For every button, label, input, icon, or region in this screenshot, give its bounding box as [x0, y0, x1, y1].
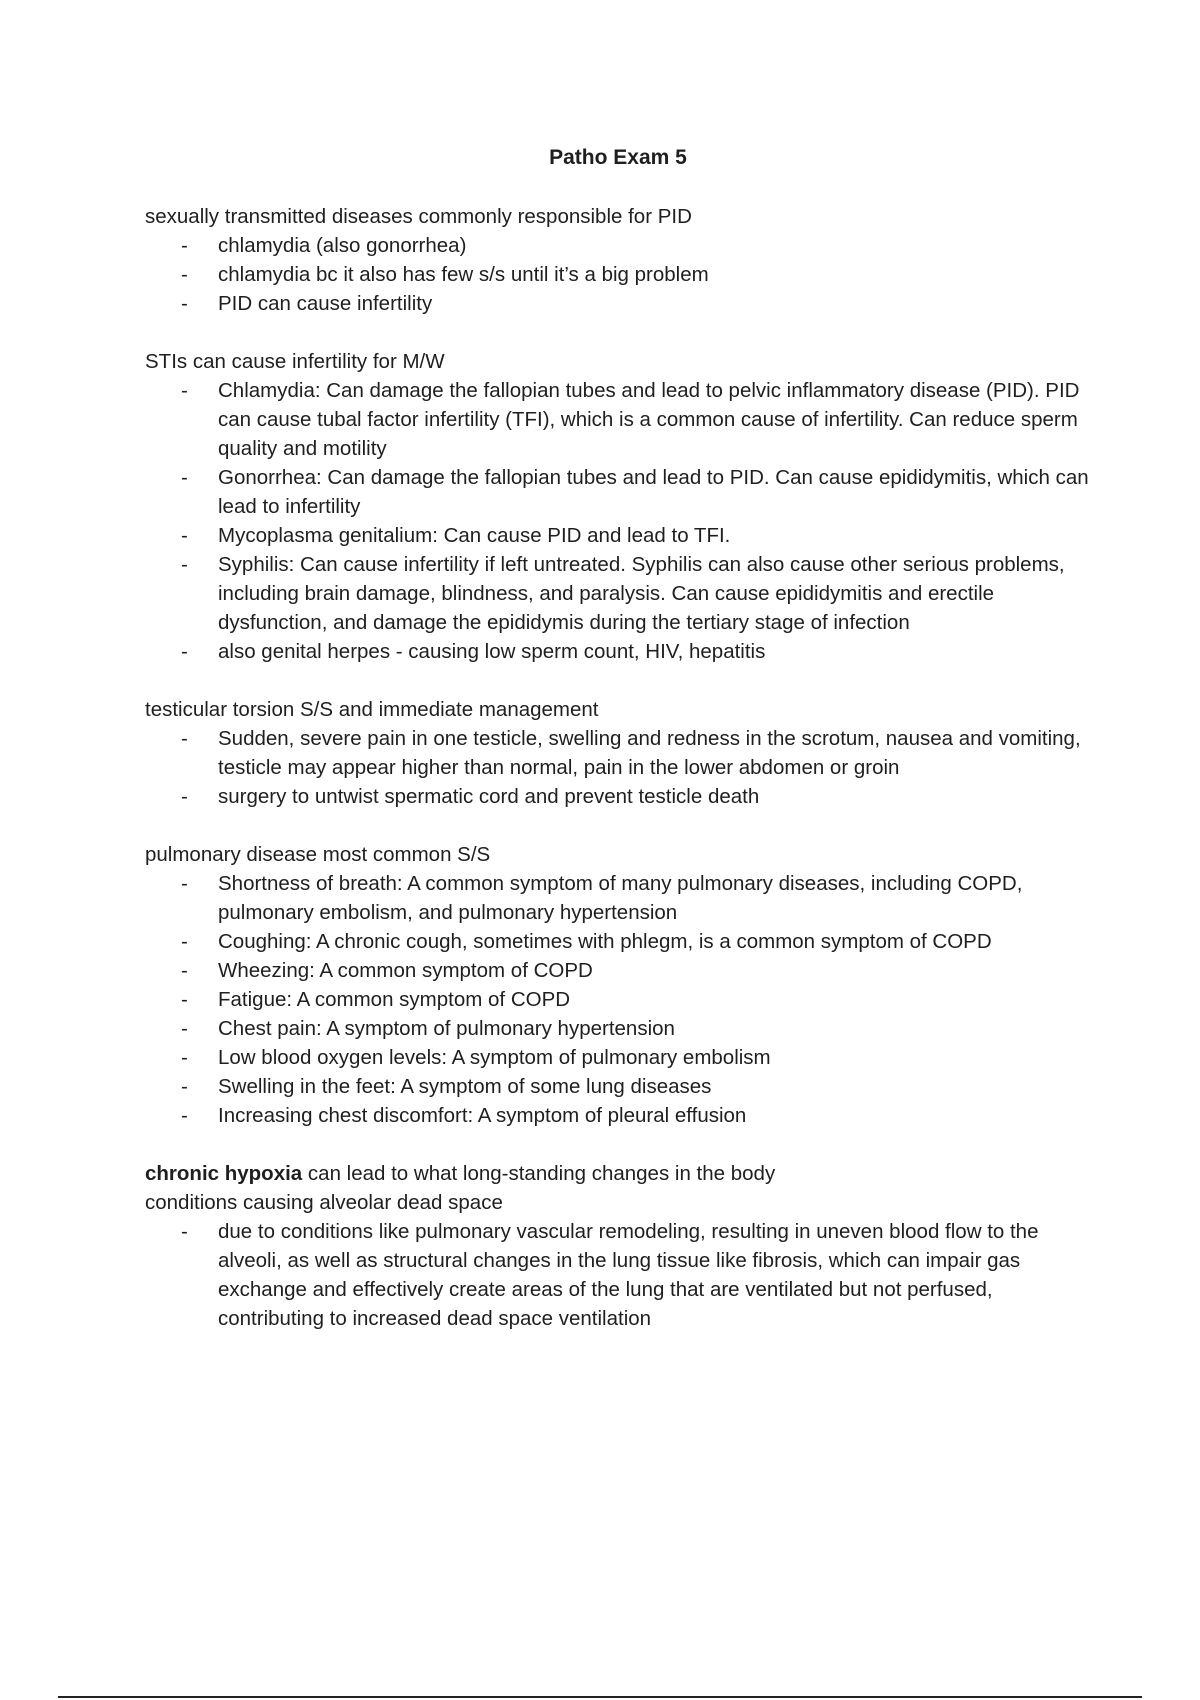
dash-bullet: - [181, 1220, 188, 1243]
section-heading: sexually transmitted diseases commonly responsible for PID [145, 205, 692, 228]
dash-bullet: - [181, 524, 188, 547]
list-item [181, 1072, 1095, 1101]
list-item [181, 1101, 1095, 1130]
list-item-text: Wheezing: A common symptom of COPD [218, 959, 593, 982]
section-dead-space [145, 1188, 1095, 1333]
list-item [181, 1043, 1095, 1072]
document-body [145, 202, 1095, 1362]
dash-bullet: - [181, 727, 188, 750]
bullet-list [145, 869, 1095, 1130]
list-item-text: due to conditions like pulmonary vascular remodeling, resulting in uneven blood flow to the alveoli, as well as structural changes in the lung tissue like fibrosis, which can impair gas exchange and effectively create areas of the lung that are ventilated but not perfused, contributing to increased dead space ventilation [218, 1220, 1039, 1330]
bullet-list [145, 724, 1095, 811]
list-item-text: Mycoplasma genitalium: Can cause PID and lead to TFI. [218, 524, 731, 547]
list-item [181, 260, 1095, 289]
section-heading: pulmonary disease most common S/S [145, 843, 491, 866]
list-item [181, 1217, 1095, 1333]
list-item-text: chlamydia (also gonorrhea) [218, 234, 467, 257]
list-item-text: surgery to untwist spermatic cord and prevent testicle death [218, 785, 760, 808]
list-item-text: Fatigue: A common symptom of COPD [218, 988, 571, 1011]
list-item-text: Gonorrhea: Can damage the fallopian tubes and lead to PID. Can cause epididymitis, which can lead to infertility [218, 466, 1089, 518]
dash-bullet: - [181, 292, 188, 315]
list-item-text: Swelling in the feet: A symptom of some lung diseases [218, 1075, 712, 1098]
section-heading: STIs can cause infertility for M/W [145, 350, 445, 373]
list-item-text: chlamydia bc it also has few s/s until it’s a big problem [218, 263, 709, 286]
list-item [181, 521, 1095, 550]
list-item [181, 782, 1095, 811]
dash-bullet: - [181, 1104, 188, 1127]
dash-bullet: - [181, 379, 188, 402]
list-item-text: Coughing: A chronic cough, sometimes with phlegm, is a common symptom of COPD [218, 930, 992, 953]
section-pulmonary-ss [145, 840, 1095, 1130]
list-item-text: Shortness of breath: A common symptom of many pulmonary diseases, including COPD, pulmonary embolism, and pulmonary hypertension [218, 872, 1023, 924]
section-heading: testicular torsion S/S and immediate management [145, 698, 599, 721]
section-heading [145, 1159, 1095, 1188]
footer-divider [58, 1696, 1142, 1698]
bullet-list [145, 376, 1095, 666]
bold-term: chronic hypoxia [145, 1162, 303, 1185]
list-item-text: Sudden, severe pain in one testicle, swelling and redness in the scrotum, nausea and vomiting, testicle may appear higher than normal, pain in the lower abdomen or groin [218, 727, 1081, 779]
list-item [181, 376, 1095, 463]
section-sti-infertility [145, 347, 1095, 666]
section-chronic-hypoxia [145, 1159, 1095, 1188]
list-item [181, 1014, 1095, 1043]
section-heading: conditions causing alveolar dead space [145, 1191, 503, 1214]
list-item [181, 956, 1095, 985]
list-item-text: PID can cause infertility [218, 292, 433, 315]
list-item-text: Low blood oxygen levels: A symptom of pulmonary embolism [218, 1046, 771, 1069]
bullet-list [145, 231, 1095, 318]
list-item-text: Chlamydia: Can damage the fallopian tubes and lead to pelvic inflammatory disease (PID). PID can cause tubal factor infertility (TFI), which is a common cause of infertility. Can reduce sperm quality and motility [218, 379, 1080, 460]
dash-bullet: - [181, 930, 188, 953]
dash-bullet: - [181, 553, 188, 576]
section-pid-stds [145, 202, 1095, 318]
list-item [181, 550, 1095, 637]
dash-bullet: - [181, 234, 188, 257]
dash-bullet: - [181, 1017, 188, 1040]
list-item [181, 927, 1095, 956]
heading-rest: can lead to what long-standing changes in the body [302, 1162, 776, 1185]
dash-bullet: - [181, 959, 188, 982]
section-testicular-torsion [145, 695, 1095, 811]
dash-bullet: - [181, 1075, 188, 1098]
list-item-text: Syphilis: Can cause infertility if left untreated. Syphilis can also cause other serious problems, including brain damage, blindness, and paralysis. Can cause epididymitis and erectile dysfunction, and damage the epididymis during the tertiary stage of infection [218, 553, 1065, 634]
dash-bullet: - [181, 466, 188, 489]
dash-bullet: - [181, 263, 188, 286]
list-item [181, 289, 1095, 318]
list-item-text: Increasing chest discomfort: A symptom of pleural effusion [218, 1104, 747, 1127]
dash-bullet: - [181, 988, 188, 1011]
list-item [181, 637, 1095, 666]
list-item [181, 463, 1095, 521]
bullet-list [145, 1217, 1095, 1333]
page-title: Patho Exam 5 [549, 146, 687, 169]
list-item [181, 724, 1095, 782]
list-item [181, 985, 1095, 1014]
dash-bullet: - [181, 1046, 188, 1069]
list-item-text: also genital herpes - causing low sperm count, HIV, hepatitis [218, 640, 766, 663]
dash-bullet: - [181, 640, 188, 663]
list-item [181, 869, 1095, 927]
dash-bullet: - [181, 785, 188, 808]
dash-bullet: - [181, 872, 188, 895]
list-item [181, 231, 1095, 260]
list-item-text: Chest pain: A symptom of pulmonary hypertension [218, 1017, 675, 1040]
